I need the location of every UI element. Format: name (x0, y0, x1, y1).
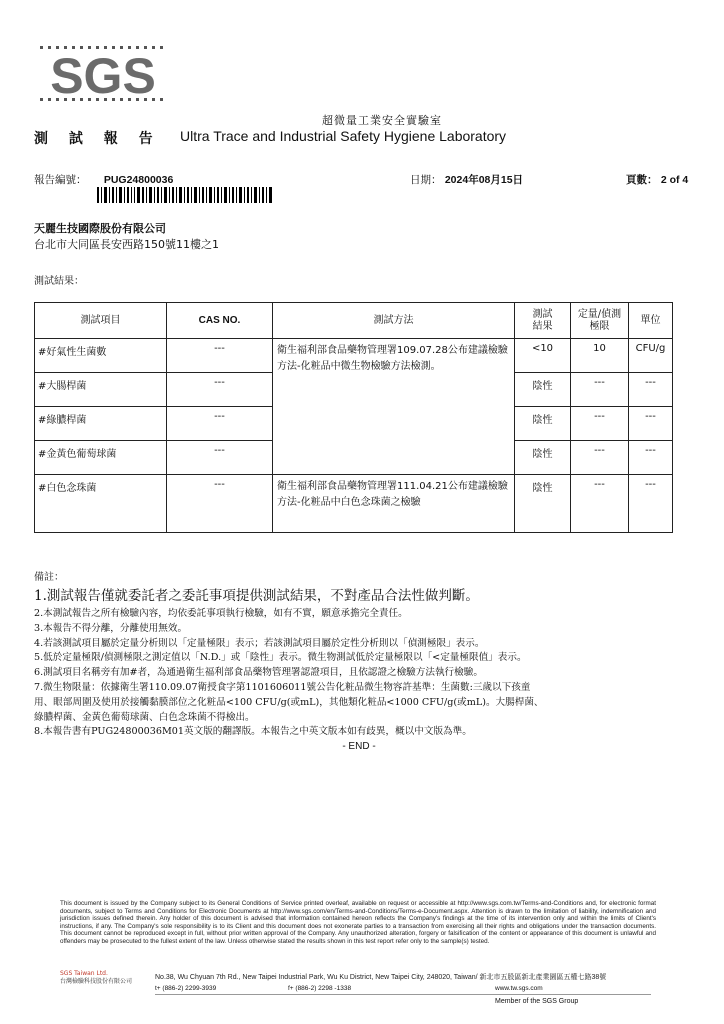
row-result: 陰性 (515, 475, 571, 533)
row-method (273, 339, 515, 475)
footer-member: Member of the SGS Group (495, 998, 579, 1005)
footer-tel: t+ (886-2) 2299-3939 (155, 985, 217, 992)
footer-fax: f+ (886-2) 2298 -1338 (288, 985, 352, 992)
footer-website: www.tw.sgs.com (495, 985, 543, 992)
notes (34, 568, 684, 752)
row-limit: --- (571, 373, 629, 407)
row-limit: --- (571, 475, 629, 533)
results-label: 測試結果： (34, 276, 84, 287)
row-item: #白色念珠菌 (35, 475, 167, 533)
client-company: 天麗生技國際股份有限公司 (34, 222, 166, 235)
row-limit: 10 (571, 339, 629, 373)
client-address: 台北市大同區長安西路150號11樓之1 (34, 238, 219, 251)
row-item: #綠膿桿菌 (35, 407, 167, 441)
header-unit: 單位 (629, 303, 673, 339)
header-method: 測試方法 (273, 303, 515, 339)
lab-name-cn: 超微量工業安全實驗室 (322, 114, 442, 127)
row-result: <10 (515, 339, 571, 373)
row-result: 陰性 (515, 441, 571, 475)
row-cas: --- (167, 441, 273, 475)
row-unit: --- (629, 373, 673, 407)
row-item: #金黃色葡萄球菌 (35, 441, 167, 475)
report-title: 測 試 報 告 (34, 131, 161, 147)
header-cas: CAS NO. (167, 303, 273, 339)
disclaimer: This document is issued by the Company subject to its General Conditions of Service printed overleaf, available on request or accessible at http://www.sgs.com.tw/Terms-and-Conditions and, for electronic format documents, subject to Terms and Conditions for Electronic Documents at http://www.sgs.com/en/Terms-and-Conditions/Terms-e-Document.aspx. Attention is drawn to the limitation of liability, indemnification and jurisdiction issues defined therein. Any holder of this document is advised that information contained hereon reflects the Company's findings at the time of its intervention only and within the limits of Client's instructions, if any. The Company's sole responsibility is to its Client and this document does not exonerate parties to a transaction from exercising all their rights and obligations under the transaction documents. This document cannot be reproduced except in full, without prior written approval of the Company. Any unauthorized alteration, forgery or falsification of the content or appearance of this document is unlawful and offenders may be prosecuted to the fullest extent of the law. Unless otherwise stated the results shown in this test report refer only to the sample(s) tested. (60, 900, 656, 945)
row-cas: --- (167, 339, 273, 373)
row-unit: --- (629, 407, 673, 441)
sgs-logo (34, 40, 172, 108)
report-date-value: 2024年08月15日 (444, 174, 524, 186)
sgs-logo-text: SGS (50, 48, 156, 104)
note-item: 4.若該測試項目屬於定量分析則以「定量極限」表示；若該測試項目屬於定性分析則以「偵測極限」表示。 (34, 637, 485, 649)
note-item: 3.本報告不得分離，分離使用無效。 (34, 622, 188, 634)
table-header-row (35, 303, 673, 339)
footer-divider (155, 994, 651, 995)
row-result: 陰性 (515, 373, 571, 407)
row-item: #好氣性生菌數 (35, 339, 167, 373)
method-text: 衛生福利部食品藥物管理署109.07.28公布建議檢驗方法-化粧品中微生物檢驗方法檢測。 (277, 345, 508, 372)
row-item: #大腸桿菌 (35, 373, 167, 407)
note-item: 7.微生物限量：依據衛生署110.09.07衛授食字第1101606011號公告化粧品微生物容許基準：生菌數:三歲以下孩童 (34, 681, 531, 693)
header-result: 測試 結果 (515, 303, 571, 339)
note-item: 1.測試報告僅就委託者之委託事項提供測試結果，不對產品合法性做判斷。 (34, 588, 479, 604)
note-item: 綠膿桿菌、金黃色葡萄球菌、白色念珠菌不得檢出。 (34, 711, 255, 723)
report-number-label: 報告編號： (34, 174, 87, 186)
report-date (410, 172, 523, 187)
row-method (273, 475, 515, 533)
row-cas: --- (167, 475, 273, 533)
report-number-value: PUG24800036 (103, 174, 174, 186)
row-unit: --- (629, 441, 673, 475)
report-number (34, 172, 173, 187)
notes-title: 備註： (34, 572, 64, 583)
report-date-label: 日期： (410, 174, 442, 186)
page-count-label: 頁數： (626, 174, 658, 186)
header-limit: 定量/偵測 極限 (571, 303, 629, 339)
row-cas: --- (167, 407, 273, 441)
end-marker: - END - (342, 741, 376, 753)
footer-brand (60, 970, 132, 986)
footer-brand-en: SGS Taiwan Ltd. (60, 970, 108, 977)
note-item: 6.測試項目名稱旁有加#者，為通過衛生福利部食品藥物管理署認證項目，且依認證之檢驗方法執行檢驗。 (34, 667, 483, 679)
row-unit: --- (629, 475, 673, 533)
method-text: 衛生福利部食品藥物管理署111.04.21公布建議檢驗方法-化粧品中白色念珠菌之檢驗 (277, 481, 508, 508)
row-cas: --- (167, 373, 273, 407)
page-count-value: 2 of 4 (660, 174, 689, 186)
table-row (35, 339, 673, 373)
page-count (626, 172, 688, 187)
note-item: 8.本報告書有PUG24800036M01英文版的翻譯版。本報告之中英文版本如有歧異，概以中文版為準。 (34, 726, 472, 738)
footer-address: No.38, Wu Chyuan 7th Rd., New Taipei Industrial Park, Wu Ku District, New Taipei City, 248020, Taiwan/ 新北市五股區新北產業園區五權七路38號 (155, 974, 607, 981)
note-item: 用、眼部周圍及使用於接觸黏膜部位之化粧品<100 CFU/g(或mL)，其他類化粧品<1000 CFU/g(或mL)。大腸桿菌、 (34, 696, 544, 708)
lab-name-en: Ultra Trace and Industrial Safety Hygiene Laboratory (180, 128, 507, 144)
footer-brand-cn: 台灣檢驗科技股份有限公司 (60, 978, 133, 985)
note-item: 2.本測試報告之所有檢驗內容，均依委託事項執行檢驗，如有不實，願意承擔完全責任。 (34, 608, 408, 619)
results-table (34, 302, 673, 533)
row-result: 陰性 (515, 407, 571, 441)
note-item: 5.低於定量極限/偵測極限之測定值以「N.D.」或「陰性」表示。微生物測試低於定量極限以「<定量極限值」表示。 (34, 652, 527, 664)
row-limit: --- (571, 407, 629, 441)
barcode (97, 187, 273, 203)
row-limit: --- (571, 441, 629, 475)
table-row (35, 475, 673, 533)
header-item: 測試項目 (35, 303, 167, 339)
row-unit: CFU/g (629, 339, 673, 373)
